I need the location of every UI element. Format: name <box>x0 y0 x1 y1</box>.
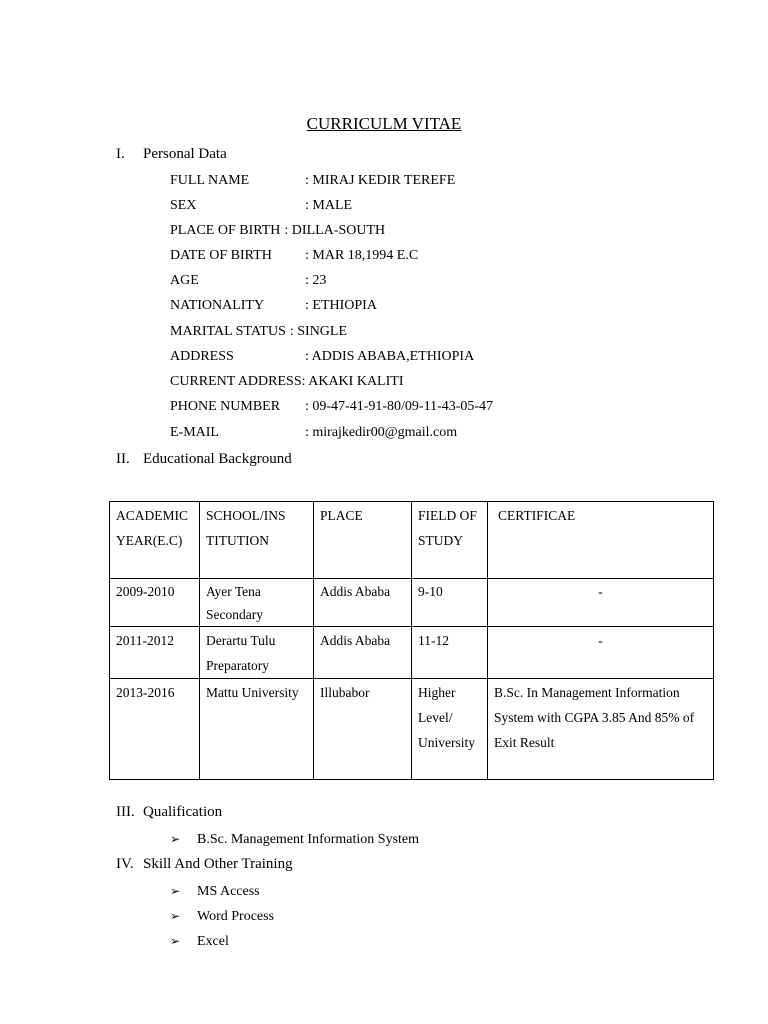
field-label: MARITAL STATUS <box>170 324 286 339</box>
qualification-item <box>170 829 419 850</box>
section-number: III. <box>116 804 135 820</box>
field-address <box>170 347 474 367</box>
field-value: : MALE <box>305 198 353 213</box>
cell-year: 2009-2010 <box>110 579 200 627</box>
skill-item <box>170 931 229 952</box>
skill-item <box>170 906 274 927</box>
section-personal-data <box>116 144 227 164</box>
header-academic-year: ACADEMIC YEAR(E.C) <box>110 502 200 579</box>
field-age <box>170 271 326 291</box>
section-number: IV. <box>116 856 134 872</box>
education-table <box>109 501 714 780</box>
table-row <box>110 579 714 627</box>
field-label: PHONE NUMBER <box>170 399 281 414</box>
section-heading: Educational Background <box>143 451 292 467</box>
section-number: I. <box>116 146 125 162</box>
cell-field: 9-10 <box>412 579 488 627</box>
qualification-text: B.Sc. Management Information System <box>197 832 420 847</box>
arrow-bullet-icon: ➢ <box>170 909 181 923</box>
field-label: FULL NAME <box>170 173 250 188</box>
field-label: NATIONALITY <box>170 298 265 313</box>
header-school-institution: SCHOOL/INS TITUTION <box>200 502 314 579</box>
section-heading: Qualification <box>143 804 223 820</box>
section-skills <box>116 854 293 874</box>
field-sex <box>170 196 352 216</box>
field-value: : DILLA-SOUTH <box>284 223 386 238</box>
field-value: : AKAKI KALITI <box>301 374 404 389</box>
header-field-of-study: FIELD OF STUDY <box>412 502 488 579</box>
field-label: CURRENT ADDRESS <box>170 374 302 389</box>
field-place-of-birth <box>170 221 385 241</box>
document-title: CURRICULM VITAE <box>306 114 462 133</box>
cell-certificate: B.Sc. In Management Information System with CGPA 3.85 And 85% of Exit Result <box>488 679 714 780</box>
section-qualification <box>116 802 222 822</box>
field-email <box>170 423 457 443</box>
section-educational-background <box>116 449 292 469</box>
field-date-of-birth <box>170 246 418 266</box>
arrow-bullet-icon: ➢ <box>170 884 181 898</box>
table-header-row <box>110 502 714 579</box>
field-value: : MAR 18,1994 E.C <box>305 248 419 263</box>
cell-year: 2011-2012 <box>110 627 200 679</box>
field-label: PLACE OF BIRTH <box>170 223 281 238</box>
arrow-bullet-icon: ➢ <box>170 832 181 846</box>
header-certificate: CERTIFICAE <box>488 502 714 579</box>
cell-place: Addis Ababa <box>314 579 412 627</box>
cell-year: 2013-2016 <box>110 679 200 780</box>
cell-institution: Derartu Tulu Preparatory <box>200 627 314 679</box>
cell-field: Higher Level/ University <box>412 679 488 780</box>
cell-certificate: - <box>488 627 714 679</box>
cell-certificate: - <box>488 579 714 627</box>
skill-text: MS Access <box>197 884 260 899</box>
field-label: ADDRESS <box>170 349 234 364</box>
field-nationality <box>170 296 377 316</box>
table-row <box>110 627 714 679</box>
field-phone-number <box>170 397 493 417</box>
field-value: : 23 <box>305 273 327 288</box>
table-row <box>110 679 714 780</box>
field-full-name <box>170 171 455 191</box>
skill-text: Word Process <box>197 909 275 924</box>
cell-institution: Mattu University <box>200 679 314 780</box>
section-heading: Personal Data <box>143 146 227 162</box>
section-heading: Skill And Other Training <box>143 856 293 872</box>
field-value: : MIRAJ KEDIR TEREFE <box>305 173 456 188</box>
field-label: DATE OF BIRTH <box>170 248 272 263</box>
field-label: E-MAIL <box>170 425 219 440</box>
section-number: II. <box>116 451 130 467</box>
cell-place: Illubabor <box>314 679 412 780</box>
skill-item <box>170 881 260 902</box>
cell-field: 11-12 <box>412 627 488 679</box>
field-label: SEX <box>170 198 197 213</box>
field-marital-status <box>170 322 347 342</box>
field-value: : mirajkedir00@gmail.com <box>305 425 458 440</box>
field-value: : SINGLE <box>289 324 348 339</box>
field-value: : ADDIS ABABA,ETHIOPIA <box>305 349 475 364</box>
skill-text: Excel <box>197 934 229 949</box>
field-label: AGE <box>170 273 199 288</box>
cell-institution: Ayer Tena Secondary <box>200 579 314 627</box>
field-value: : 09-47-41-91-80/09-11-43-05-47 <box>305 399 494 414</box>
field-current-address <box>170 372 403 392</box>
cell-place: Addis Ababa <box>314 627 412 679</box>
field-value: : ETHIOPIA <box>305 298 377 313</box>
header-place: PLACE <box>314 502 412 579</box>
arrow-bullet-icon: ➢ <box>170 934 181 948</box>
